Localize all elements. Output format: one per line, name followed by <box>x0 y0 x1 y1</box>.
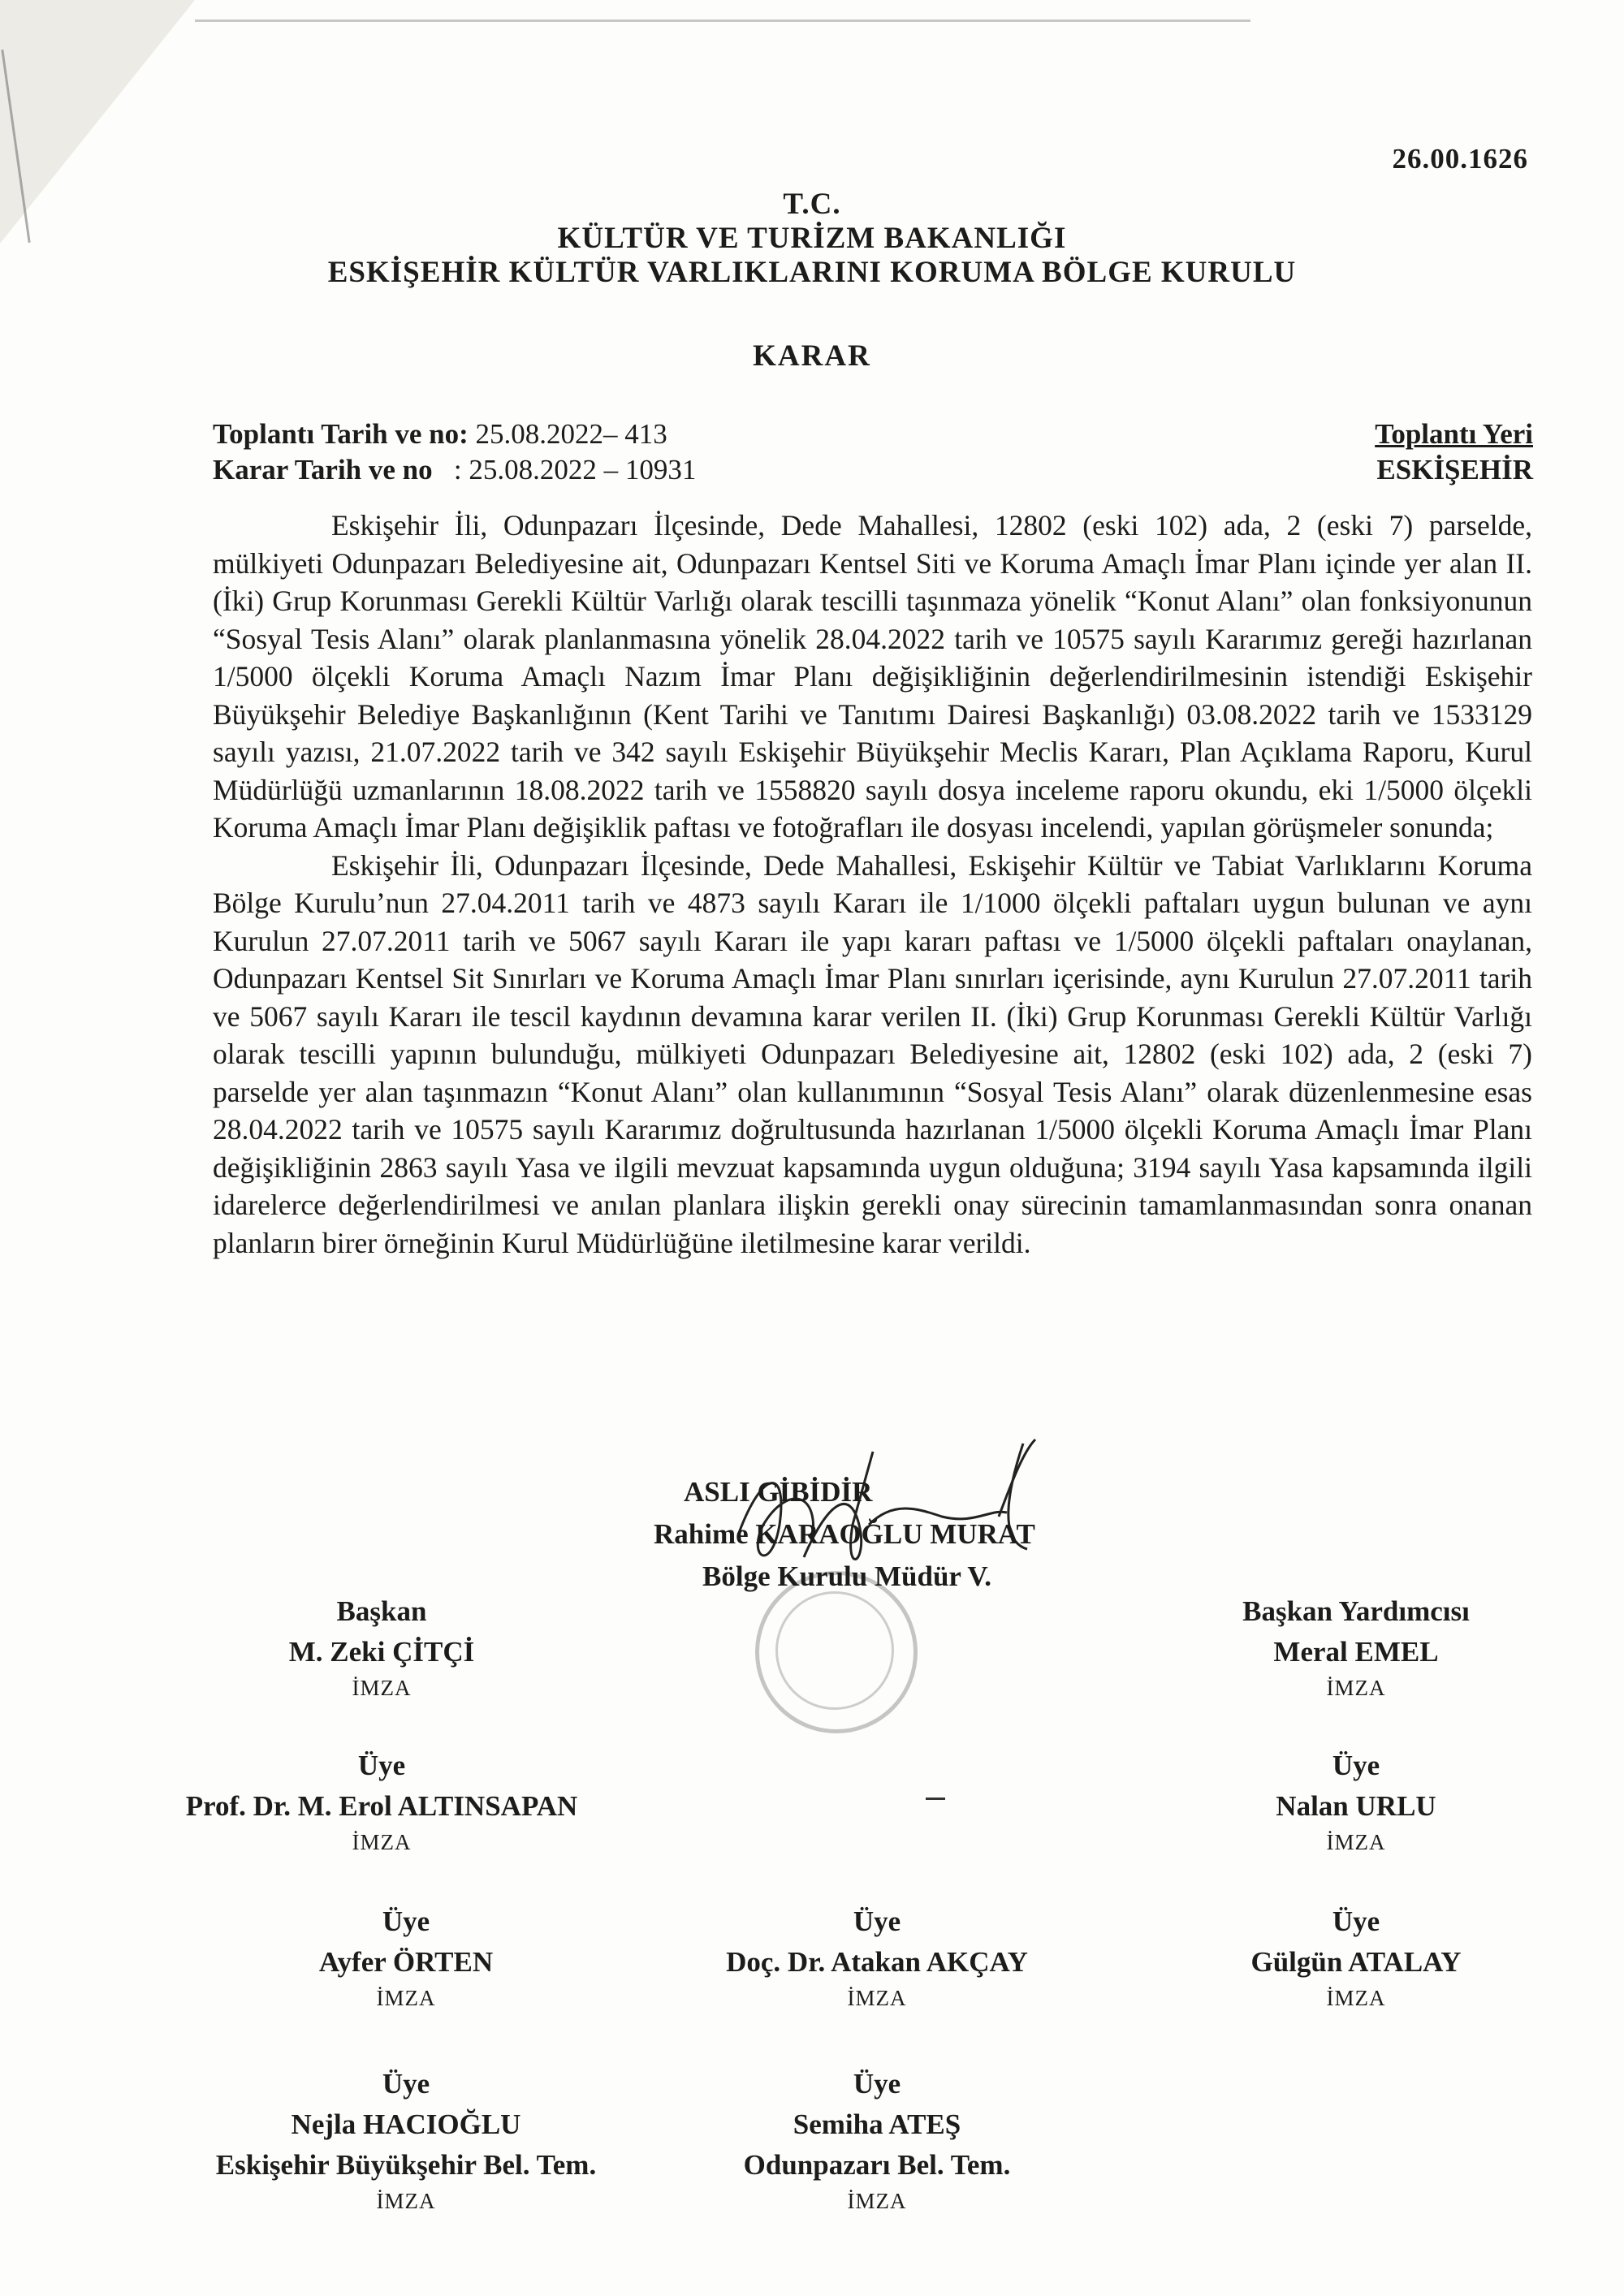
scan-top-line <box>195 19 1250 22</box>
signatory-name: Nalan URLU <box>1276 1790 1436 1822</box>
separator-dash <box>926 1798 945 1800</box>
signatory-imza: İMZA <box>847 2189 907 2213</box>
signatory-role: Üye <box>853 1905 901 1937</box>
official-stamp <box>755 1571 918 1733</box>
meeting-place-value: ESKİŞEHİR <box>1376 454 1533 486</box>
signatory-member-urlu <box>1072 1746 1624 1858</box>
signatory-name: Ayfer ÖRTEN <box>318 1946 494 1978</box>
signatory-role: Üye <box>1332 1905 1380 1937</box>
signatory-member-altinsapan <box>97 1746 666 1858</box>
document-number: 26.00.1626 <box>1392 143 1528 175</box>
meeting-place-label: Toplantı Yeri <box>1375 418 1533 450</box>
document-title: KARAR <box>753 339 871 373</box>
director-name: Rahime KARAOĞLU MURAT <box>654 1518 1035 1550</box>
signatory-imza: İMZA <box>1326 1986 1386 2010</box>
signatory-name: M. Zeki ÇİTÇİ <box>288 1636 475 1668</box>
signatory-member-ates <box>593 2064 1161 2216</box>
decision-body <box>213 507 1532 1262</box>
signatory-imza: İMZA <box>352 1676 412 1700</box>
signatory-name: Nejla HACIOĞLU <box>291 2108 521 2140</box>
signatory-member-atalay <box>1072 1901 1624 2013</box>
signatory-name: Doç. Dr. Atakan AKÇAY <box>726 1946 1028 1978</box>
signatory-affiliation: Eskişehir Büyükşehir Bel. Tem. <box>215 2149 597 2181</box>
director-title: Bölge Kurulu Müdür V. <box>702 1560 991 1592</box>
meeting-place <box>1375 416 1533 488</box>
director-name-stamp: ASLI GİBİDİR <box>684 1476 873 1508</box>
signatory-imza: İMZA <box>1326 1830 1386 1854</box>
paragraph-2: Eskişehir İli, Odunpazarı İlçesinde, Dede Mahallesi, Eskişehir Kültür ve Tabiat Varlıklarını Koruma Bölge Kurulu’nun 27.04.2011 tarih ve 4873 sayılı Kararı ile 1/1000 ölçekli paftaları uygun bulunan ve aynı Kurulun 27.07.2011 tarih ve 5067 sayılı Kararı ile yapı kararı paftası ve 1/5000 ölçekli paftaları onaylanan, Odunpazarı Kentsel Sit Sınırları ve Koruma Amaçlı İmar Planı sınırları içerisinde, aynı Kurulun 27.07.2011 tarih ve 5067 sayılı Kararı ile tescil kaydının devamına karar verilen II. (İki) Grup Korunması Gerekli Kültür Varlığı olarak tescilli yapının bulunduğu, mülkiyeti Odunpazarı Belediyesine ait, 12802 (eski 102) ada, 2 (eski 7) parselde yer alan taşınmazın “Konut Alanı” olan kullanımının “Sosyal Tesis Alanı” olarak düzenlenmesine esas 28.04.2022 tarih ve 10575 sayılı Kararımız doğrultusunda hazırlanan 1/5000 ölçekli Koruma Amaçlı İmar Planı değişikliğinin 2863 sayılı Yasa ve ilgili mevzuat kapsamında uygun olduğuna; 3194 sayılı Yasa kapsamında ilgili idarelerce değerlendirilmesi ve anılan planlara ilişkin gerekli onay sürecinin tamamlanmasından sonra onanan planların birer örneğinin Kurul Müdürlüğüne iletilmesine karar verildi. <box>213 848 1532 1259</box>
signatory-imza: İMZA <box>376 2189 436 2213</box>
signatory-role: Üye <box>853 2068 901 2100</box>
header-tc: T.C. <box>783 188 841 221</box>
signatory-imza: İMZA <box>847 1986 907 2010</box>
decision-date-label: Karar Tarih ve no <box>213 454 447 486</box>
signatory-role: Üye <box>382 1905 430 1937</box>
signatory-role: Üye <box>382 2068 430 2100</box>
decision-date-value: : 25.08.2022 – 10931 <box>447 454 697 486</box>
signatory-name: Prof. Dr. M. Erol ALTINSAPAN <box>185 1790 578 1822</box>
meeting-info <box>213 416 696 488</box>
meeting-date-label: Toplantı Tarih ve no: <box>213 418 469 450</box>
signatory-imza: İMZA <box>352 1830 412 1854</box>
decision-date-row <box>213 452 696 488</box>
signatory-name: Semiha ATEŞ <box>793 2108 961 2140</box>
signatory-name: Meral EMEL <box>1273 1636 1439 1668</box>
signatory-role: Başkan <box>336 1595 427 1627</box>
signatory-vice-president <box>1072 1591 1624 1703</box>
header-ministry: KÜLTÜR VE TURİZM BAKANLIĞI <box>557 222 1067 255</box>
signatory-imza: İMZA <box>1326 1676 1386 1700</box>
signatory-president <box>97 1591 666 1703</box>
header-board: ESKİŞEHİR KÜLTÜR VARLIKLARINI KORUMA BÖLGE KURULU <box>327 256 1297 289</box>
signatory-role: Üye <box>357 1750 406 1781</box>
paragraph-1: Eskişehir İli, Odunpazarı İlçesinde, Dede Mahallesi, 12802 (eski 102) ada, 2 (eski 7) parselde, mülkiyeti Odunpazarı Belediyesine ait, Odunpazarı Kentsel Siti ve Koruma Amaçlı İmar Planı içinde yer alan II. (İki) Grup Korunması Gerekli Kültür Varlığı olarak tescilli taşınmaza yönelik “Konut Alanı” olan fonksiyonunun “Sosyal Tesis Alanı” olarak planlanmasına yönelik 28.04.2022 tarih ve 10575 sayılı Kararımız gereği hazırlanan 1/5000 ölçekli Koruma Amaçlı Nazım İmar Planı değişikliğinin değerlendirilmesinin istendiği Eskişehir Büyükşehir Belediye Başkanlığının (Kent Tarihi ve Tanıtımı Dairesi Başkanlığı) 03.08.2022 tarih ve 1533129 sayılı yazısı, 21.07.2022 tarih ve 342 sayılı Eskişehir Büyükşehir Meclis Kararı, Plan Açıklama Raporu, Kurul Müdürlüğü uzmanlarının 18.08.2022 tarih ve 1558820 sayılı dosya inceleme raporu okundu, eki 1/5000 ölçekli Koruma Amaçlı İmar Planı değişiklik paftası ve fotoğrafları ile dosyası incelendi, yapılan görüşmeler sonunda; <box>213 509 1532 844</box>
official-stamp-inner-ring <box>775 1591 894 1710</box>
signatory-affiliation: Odunpazarı Bel. Tem. <box>743 2149 1011 2181</box>
signatory-name: Gülgün ATALAY <box>1250 1946 1462 1978</box>
signatory-role: Başkan Yardımcısı <box>1242 1595 1470 1627</box>
signatory-imza: İMZA <box>376 1986 436 2010</box>
signatory-role: Üye <box>1332 1750 1380 1781</box>
meeting-date-value: 25.08.2022– 413 <box>468 418 667 450</box>
meeting-date-row <box>213 416 696 452</box>
